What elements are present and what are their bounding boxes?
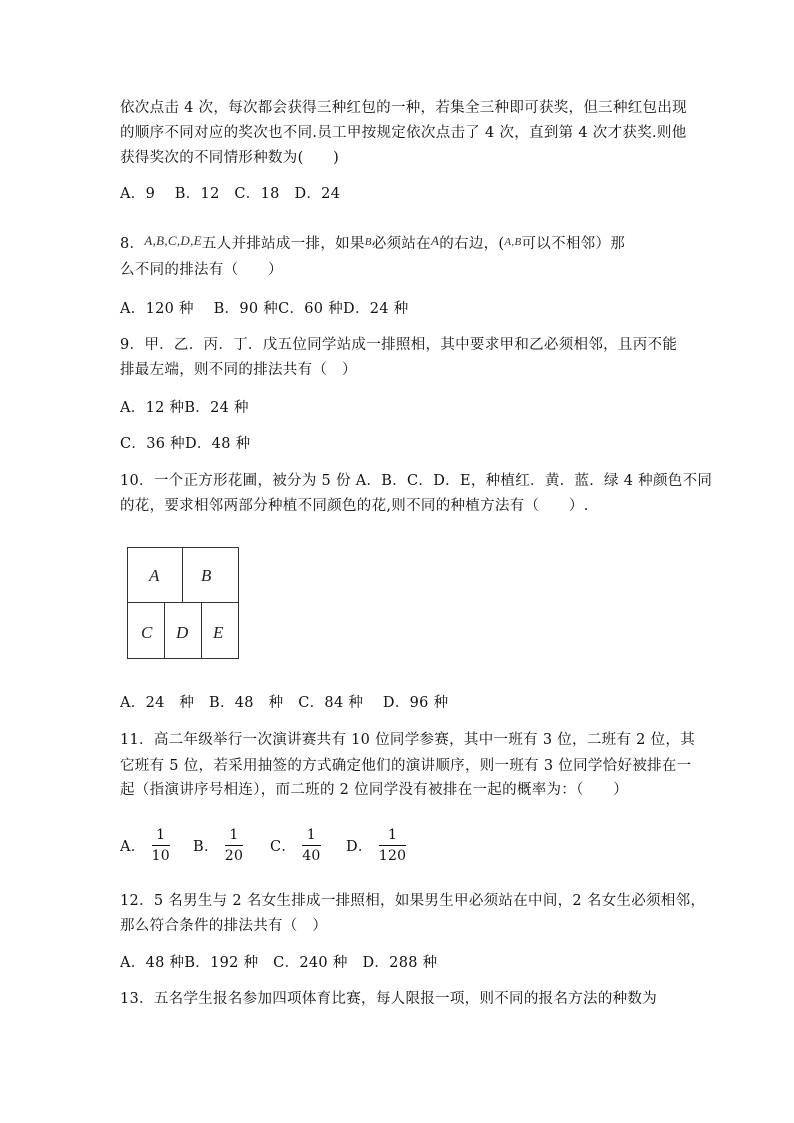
q8-text-d: 可以不相邻）那 (521, 236, 626, 252)
fraction: $\frac{1}{10}$ (151, 827, 170, 864)
q7-line1: 依次点击 4 次，每次都会获得三种红包的一种，若集全三种即可获奖，但三种红包出现 (120, 100, 687, 116)
region-c-label: C (141, 623, 153, 642)
q10-line2: 的花，要求相邻两部分种植不同颜色的花,则不同的种植方法有（ ）. (120, 498, 589, 514)
q8-var-b: B (364, 236, 372, 248)
q9-options-1: A．12 种B．24 种 (120, 400, 249, 416)
region-e-label: E (213, 623, 224, 642)
q9-options-2: C．36 种D．48 种 (120, 436, 251, 452)
q11-option-d: D． $\frac{1}{120}$ (346, 827, 407, 864)
fraction: $\frac{1}{20}$ (224, 827, 244, 864)
q12-line2: 那么符合条件的排法共有（ ） (120, 918, 328, 934)
q11-option-c: C． $\frac{1}{40}$ (270, 827, 321, 864)
q8-options: A．120 种 B．90 种C．60 种D．24 种 (120, 301, 409, 317)
q7-line3: 获得奖次的不同情形种数为( ) (120, 150, 340, 166)
region-a-label: A (149, 566, 160, 585)
q11-line2: 它班有 5 位，若采用抽签的方式确定他们的演讲顺序，则一班有 3 位同学恰好被排在一 (120, 758, 692, 774)
q8-var-ab: A,B (504, 236, 522, 248)
region-d-label: D (176, 623, 189, 642)
q8-number: 8． (120, 236, 145, 252)
q8-text-c: 的右边，( (439, 236, 505, 252)
q8-text-a: 五人并排站成一排，如果 (201, 236, 365, 252)
q9-line1: 9．甲．乙．丙．丁．戊五位同学站成一排照相，其中要求甲和乙必须相邻，且丙不能 (120, 337, 678, 353)
q11-line3: 起（指演讲序号相连），而二班的 2 位同学没有被排在一起的概率为：（ ） (120, 782, 629, 798)
q12-line1: 12．5 名男生与 2 名女生排成一排照相，如果男生甲必须站在中间，2 名女生必须相邻， (120, 893, 706, 909)
garden-grid-figure (127, 547, 239, 659)
q11-option-b: B． $\frac{1}{20}$ (193, 827, 244, 864)
q10-options: A．24 种 B．48 种 C．84 种 D．96 种 (120, 695, 449, 711)
region-b-label: B (201, 566, 212, 585)
q8-line1 (120, 230, 625, 255)
q8-var-a: A (430, 233, 440, 248)
q10-line1: 10．一个正方形花圃，被分为 5 份 A．B．C．D．E，种植红．黄．蓝．绿 4 种颜色不同 (120, 473, 713, 489)
q7-options: A．9 B．12 C．18 D．24 (120, 186, 341, 202)
q11-option-a: A． $\frac{1}{10}$ (120, 827, 170, 864)
q9-line2: 排最左端，则不同的排法共有（ ） (120, 362, 357, 378)
q7-line2: 的顺序不同对应的奖次也不同.员工甲按规定依次点击了 4 次，直到第 4 次才获奖.则他 (120, 125, 687, 141)
q8-line2: 么不同的排法有（ ） (120, 262, 283, 278)
q13-line1: 13．五名学生报名参加四项体育比赛，每人限报一项，则不同的报名方法的种数为 (120, 991, 658, 1007)
q8-text-b: 必须站在 (371, 236, 431, 252)
q8-vars: A,B,C,D,E (144, 233, 202, 248)
fraction: $\frac{1}{40}$ (302, 827, 321, 864)
q12-options: A．48 种B．192 种 C．240 种 D．288 种 (120, 955, 438, 971)
fraction: $\frac{1}{120}$ (378, 827, 407, 864)
q11-line1: 11．高二年级举行一次演讲赛共有 10 位同学参赛，其中一班有 3 位，二班有 2 位，其 (120, 732, 696, 748)
